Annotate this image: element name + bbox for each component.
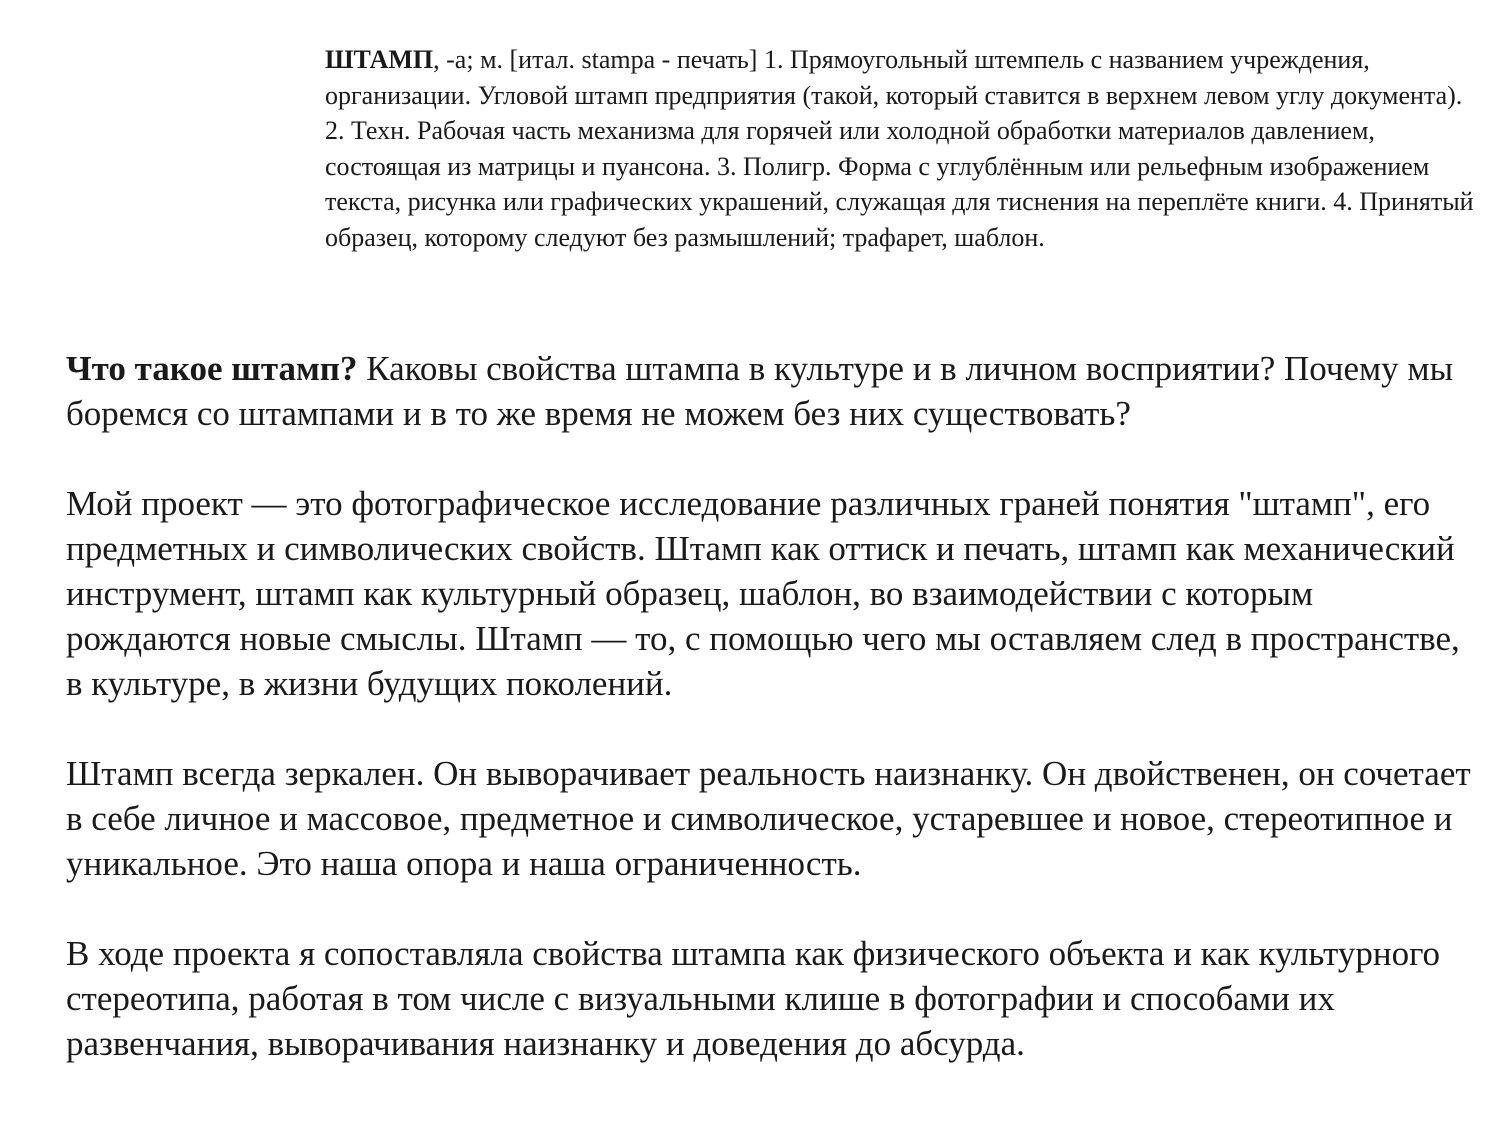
essay xyxy=(66,346,1476,1111)
essay-project-paragraph: Мой проект — это фотографическое исследование различных граней понятия "штамп", его предметных и символических свойств. Штамп как оттиск и печать, штамп как механический инструмент, штамп как культурный образец, шаблон, во взаимодействии с которым рождаются новые смыслы. Штамп — то, с помощью чего мы оставляем след в пространстве, в культуре, в жизни будущих поколений. xyxy=(66,484,1460,703)
dictionary-definition xyxy=(325,42,1485,255)
definition-body: , -а; м. [итал. stampa - печать] 1. Прямоугольный штемпель с названием учреждения, организации. Угловой штамп предприятия (такой, который ставится в верхнем левом углу документа). 2. Техн. Рабочая часть механизма для горячей или холодной обработки материалов давлением, состоящая из матрицы и пуансона. 3. Полигр. Форма с углублённым или рельефным изображением текста, рисунка или графических украшений, служащая для тиснения на переплёте книги. 4. Принятый образец, которому следуют без размышлений; трафарет, шаблон. xyxy=(325,45,1474,252)
definition-term: ШТАМП xyxy=(325,45,434,74)
essay-method-paragraph: В ходе проекта я сопоставляла свойства штампа как физического объекта и как культурного стереотипа, работая в том числе с визуальными клише в фотографии и способами их развенчания, выворачивания наизнанку и доведения до абсурда. xyxy=(66,934,1441,1063)
essay-intro-rest: Каковы свойства штампа в культуре и в личном восприятии? Почему мы боремся со штампами и в то же время не можем без них существовать? xyxy=(66,349,1454,433)
essay-intro-paragraph xyxy=(66,346,1476,436)
essay-intro-question: Что такое штамп? xyxy=(66,349,358,388)
essay-mirror-paragraph: Штамп всегда зеркален. Он выворачивает реальность наизнанку. Он двойственен, он сочетает в себе личное и массовое, предметное и символическое, устаревшее и новое, стереотипное и уникальное. Это наша опора и наша ограниченность. xyxy=(66,754,1471,883)
